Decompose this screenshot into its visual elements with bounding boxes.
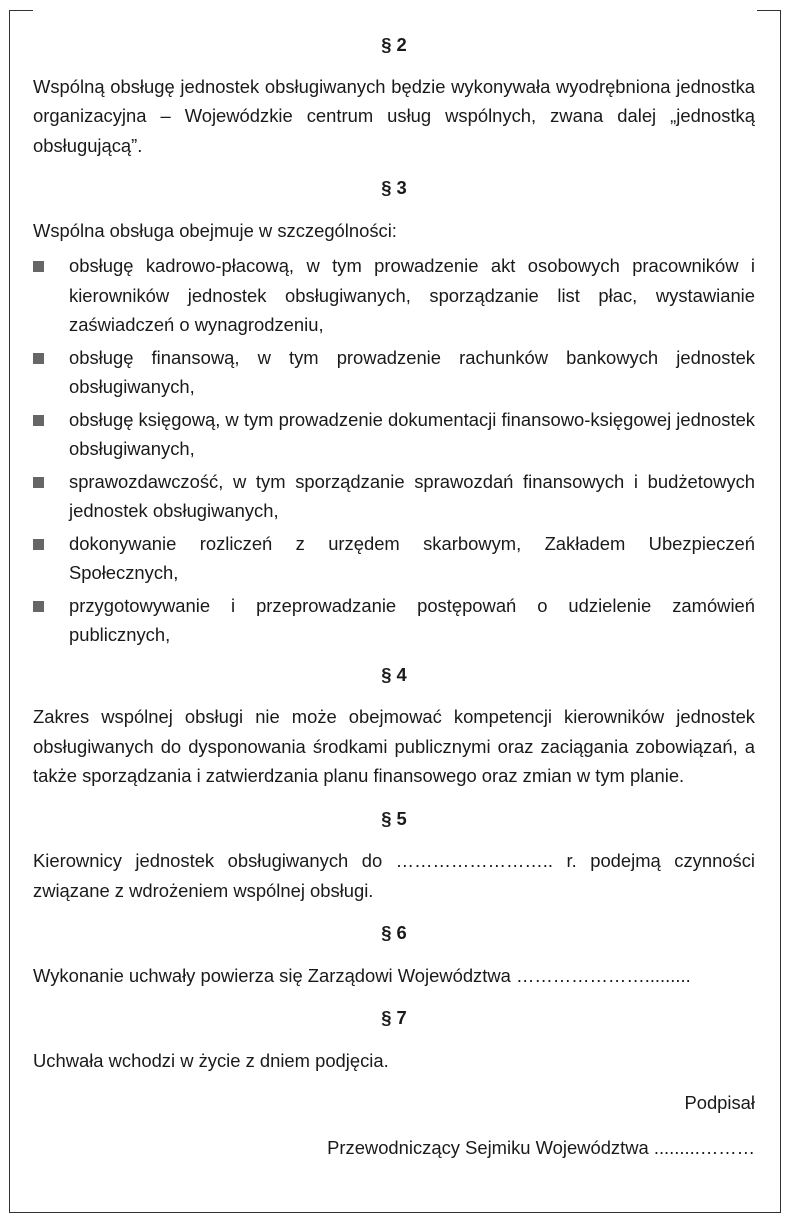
- section-4-heading: § 4: [381, 663, 407, 685]
- signed-label: Podpisał: [684, 1092, 755, 1113]
- section-7-heading: § 7: [381, 1007, 407, 1028]
- list-item: obsługę kadrowo-płacową, w tym prowadzenie akt osobowych pracowników i kierowników jednostek obsługiwanych, sporządzanie list płac, wystawianie zaświadczeń o wynagrodzeniu,: [33, 251, 755, 340]
- list-item: obsługę księgową, w tym prowadzenie dokumentacji finansowo-księgowej jednostek obsługiwanych,: [33, 405, 755, 464]
- list-item: obsługę finansową, w tym prowadzenie rachunków bankowych jednostek obsługiwanych,: [33, 343, 755, 402]
- section-3-list: [33, 251, 755, 650]
- list-item: dokonywanie rozliczeń z urzędem skarbowym, Zakładem Ubezpieczeń Społecznych,: [33, 529, 755, 588]
- section-7-text: Uchwała wchodzi w życie z dniem podjęcia.: [33, 1049, 389, 1071]
- square-bullet-icon: [33, 415, 44, 426]
- section-2-text: Wspólną obsługę jednostek obsługiwanych będzie wykonywała wyodrębniona jednostka organizacyjna – Wojewódzkie centrum usług wspólnych, zwana dalej „jednostką obsługującą”.: [33, 75, 755, 156]
- list-item: sprawozdawczość, w tym sporządzanie sprawozdań finansowych i budżetowych jednostek obsługiwanych,: [33, 467, 755, 526]
- section-5-text: Kierownicy jednostek obsługiwanych do …………………….. r. podejmą czynności związane z wdrożeniem wspólnej obsługi.: [33, 850, 755, 901]
- section-5-heading: § 5: [381, 807, 407, 829]
- frame-left-border: [9, 10, 10, 1212]
- square-bullet-icon: [33, 261, 44, 272]
- document-content: [33, 30, 755, 1118]
- frame-right-border: [780, 10, 781, 1212]
- signature-line: Przewodniczący Sejmiku Województwa .........………: [327, 1137, 755, 1158]
- section-2-heading: § 2: [381, 34, 407, 55]
- square-bullet-icon: [33, 539, 44, 550]
- square-bullet-icon: [33, 477, 44, 488]
- section-4-text: Zakres wspólnej obsługi nie może obejmować kompetencji kierowników jednostek obsługiwanych do dysponowania środkami publicznymi oraz zaciągania zobowiązań, a także sporządzania i zatwierdzania planu finansowego oraz zmian w tym planie.: [33, 706, 755, 786]
- frame-corner-right: [757, 10, 781, 11]
- section-6-heading: § 6: [381, 922, 407, 943]
- section-3-intro: Wspólna obsługa obejmuje w szczególności:: [33, 219, 397, 241]
- section-3-heading: § 3: [381, 177, 407, 198]
- frame-bottom-border: [9, 1212, 781, 1213]
- frame-corner-left: [9, 10, 33, 11]
- square-bullet-icon: [33, 601, 44, 612]
- section-6-text: Wykonanie uchwały powierza się Zarządowi Województwa ………………….........: [33, 964, 691, 986]
- list-item: przygotowywanie i przeprowadzanie postępowań o udzielenie zamówień publicznych,: [33, 591, 755, 650]
- square-bullet-icon: [33, 353, 44, 364]
